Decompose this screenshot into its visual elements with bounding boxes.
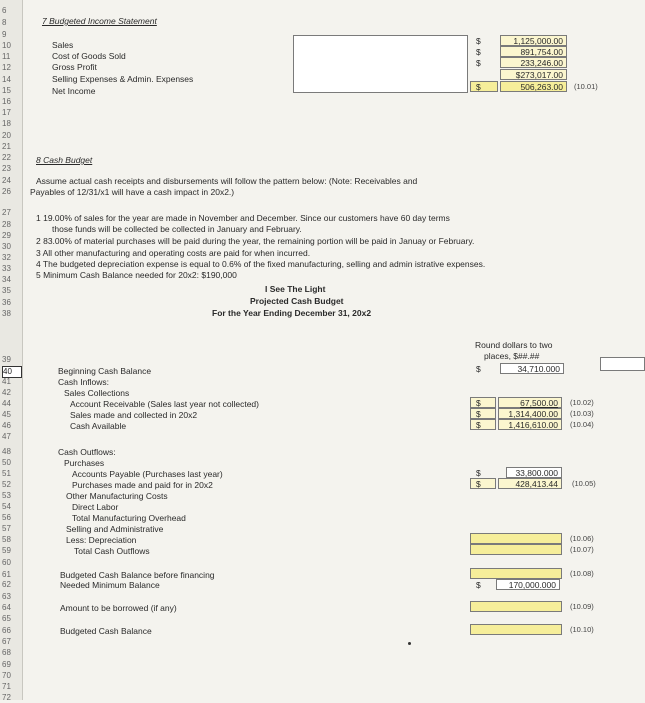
row-number: 24 — [2, 176, 11, 185]
ref-1008: (10.08) — [570, 569, 594, 578]
income-statement-heading: 7 Budgeted Income Statement — [42, 16, 157, 26]
is-label-selling: Selling Expenses & Admin. Expenses — [52, 74, 194, 84]
row-number: 28 — [2, 220, 11, 229]
row-number: 60 — [2, 558, 11, 567]
is-sga-value: $273,017.00 — [515, 70, 563, 80]
ap-label: Accounts Payable (Purchases last year) — [72, 469, 223, 479]
is-label-cogs: Cost of Goods Sold — [52, 51, 126, 61]
ap-dollar: $ — [476, 468, 481, 478]
other-mfg-label: Other Manufacturing Costs — [66, 491, 168, 501]
row-number: 27 — [2, 208, 11, 217]
assume-line-2: Payables of 12/31/x1 will have a cash impact in 20x2.) — [30, 187, 235, 197]
purchases-paid-label: Purchases made and paid for in 20x2 — [72, 480, 213, 490]
ref-1009: (10.09) — [570, 602, 594, 611]
row-number: 62 — [2, 580, 11, 589]
purch-dollar: $ — [476, 479, 481, 489]
is-blank-box — [293, 35, 468, 93]
row-number: 29 — [2, 231, 11, 240]
sga-label: Selling and Administrative — [66, 524, 164, 534]
cash-inflows-label: Cash Inflows: — [58, 377, 110, 387]
depreciation-cell[interactable] — [470, 533, 562, 544]
row-number: 58 — [2, 535, 11, 544]
row-number: 44 — [2, 399, 11, 408]
row-number: 38 — [2, 309, 11, 318]
round-note-1: Round dollars to two — [475, 340, 553, 350]
cash-available-label: Cash Available — [70, 421, 127, 431]
total-moh-label: Total Manufacturing Overhead — [72, 513, 186, 523]
direct-labor-label: Direct Labor — [72, 502, 119, 512]
row-number: 63 — [2, 592, 11, 601]
sales-collected-label: Sales made and collected in 20x2 — [70, 410, 198, 420]
ending-balance-label: Budgeted Cash Balance — [60, 626, 152, 636]
available-dollar: $ — [476, 420, 481, 430]
row-number: 59 — [2, 546, 11, 555]
row-number: 23 — [2, 164, 11, 173]
is-label-net-income: Net Income — [52, 86, 96, 96]
purchases-label: Purchases — [64, 458, 105, 468]
row-number: 14 — [2, 75, 11, 84]
total-outflows-cell[interactable] — [470, 544, 562, 555]
round-note-2: places, $##.## — [484, 351, 540, 361]
is-cogs-value: 891,754.00 — [520, 47, 563, 57]
row-number: 39 — [2, 355, 11, 364]
row-number: 12 — [2, 63, 11, 72]
row-number: 30 — [2, 242, 11, 251]
row-number: 26 — [2, 187, 11, 196]
row-number: 36 — [2, 298, 11, 307]
row-number: 50 — [2, 458, 11, 467]
ar-dollar: $ — [476, 398, 481, 408]
stray-dot — [408, 642, 411, 645]
is-label-gross-profit: Gross Profit — [52, 62, 97, 72]
row-number: 64 — [2, 603, 11, 612]
before-financing-cell[interactable] — [470, 568, 562, 579]
beginning-cash-label: Beginning Cash Balance — [58, 366, 152, 376]
depreciation-label: Less: Depreciation — [66, 535, 137, 545]
row-number: 51 — [2, 469, 11, 478]
cash-outflows-label: Cash Outflows: — [58, 447, 116, 457]
is-dollar-2: $ — [476, 47, 481, 57]
is-dollar-1: $ — [476, 36, 481, 46]
is-dollar-5: $ — [476, 82, 481, 92]
ref-1007: (10.07) — [570, 545, 594, 554]
row-number: 11 — [2, 52, 11, 61]
assumption-item-4: 4 The budgeted depreciation expense is equal to 0.6% of the fixed manufacturing, selling and admin istrative expenses. — [36, 259, 486, 269]
row-number: 32 — [2, 253, 11, 262]
row-number: 48 — [2, 447, 11, 456]
row-number: 47 — [2, 432, 11, 441]
min-balance-label: Needed Minimum Balance — [60, 580, 160, 590]
borrow-cell[interactable] — [470, 601, 562, 612]
row-number: 70 — [2, 671, 11, 680]
assumption-item-5: 5 Minimum Cash Balance needed for 20x2: $190,000 — [36, 270, 237, 280]
ap-value: 33,800.000 — [515, 468, 558, 478]
is-ref: (10.01) — [574, 82, 598, 91]
row-number: 40 — [2, 366, 22, 378]
before-financing-label: Budgeted Cash Balance before financing — [60, 570, 215, 580]
purch-dollar-cell — [470, 478, 496, 489]
row-number: 61 — [2, 570, 11, 579]
min-balance-value: 170,000.000 — [508, 580, 556, 590]
assumption-item-1: 1 19.00% of sales for the year are made in November and December. Since our customers have 60 day terms — [36, 213, 450, 223]
row-number: 22 — [2, 153, 11, 162]
row-number: 16 — [2, 97, 11, 106]
assume-line-1: Assume actual cash receipts and disbursements will follow the pattern below: (Note: Receivables and — [36, 176, 418, 186]
cash-available-value: 1,416,610.00 — [508, 420, 558, 430]
is-label-sales: Sales — [52, 40, 74, 50]
beginning-cash-value: 34,710.000 — [517, 364, 560, 374]
row-number: 52 — [2, 480, 11, 489]
row-number: 42 — [2, 388, 11, 397]
row-number: 17 — [2, 108, 11, 117]
ar-label: Account Receivable (Sales last year not collected) — [70, 399, 259, 409]
row-number: 20 — [2, 131, 11, 140]
is-sales-value: 1,125,000.00 — [513, 36, 563, 46]
ref-1003: (10.03) — [570, 409, 594, 418]
row-number: 8 — [2, 18, 7, 27]
row-number: 21 — [2, 142, 11, 151]
sales-collections-label: Sales Collections — [64, 388, 130, 398]
row-number: 45 — [2, 410, 11, 419]
available-dollar-cell — [470, 419, 496, 430]
ref-1004: (10.04) — [570, 420, 594, 429]
borrow-label: Amount to be borrowed (if any) — [60, 603, 177, 613]
row-number: 57 — [2, 524, 11, 533]
ar-value: 67,500.00 — [520, 398, 558, 408]
cash-budget-heading — [36, 155, 92, 166]
ref-1005: (10.05) — [572, 479, 596, 488]
total-outflows-label: Total Cash Outflows — [74, 546, 150, 556]
is-net-dollar-cell — [470, 81, 498, 92]
sales-collected-value: 1,314,400.00 — [508, 409, 558, 419]
row-number: 54 — [2, 502, 11, 511]
row-number: 35 — [2, 286, 11, 295]
row-number: 69 — [2, 660, 11, 669]
row-number: 9 — [2, 30, 7, 39]
assumption-item-2: 2 83.00% of material purchases will be paid during the year, the remaining portion will be paid in Januay or February. — [36, 236, 475, 246]
row-number: 66 — [2, 626, 11, 635]
budget-period: For the Year Ending December 31, 20x2 — [212, 308, 372, 318]
sales-dollar-cell — [470, 408, 496, 419]
ref-1002: (10.02) — [570, 398, 594, 407]
budget-title: Projected Cash Budget — [250, 296, 344, 306]
row-number: 56 — [2, 513, 11, 522]
sales-dollar: $ — [476, 409, 481, 419]
row-number: 68 — [2, 648, 11, 657]
ref-1010: (10.10) — [570, 625, 594, 634]
row-number: 34 — [2, 275, 11, 284]
is-dollar-3: $ — [476, 58, 481, 68]
row-number: 15 — [2, 86, 11, 95]
row-number: 33 — [2, 264, 11, 273]
side-empty-cell[interactable] — [600, 357, 645, 371]
ref-1006: (10.06) — [570, 534, 594, 543]
row-number: 71 — [2, 682, 11, 691]
beginning-dollar: $ — [476, 364, 481, 374]
row-number: 72 — [2, 693, 11, 702]
ending-balance-cell[interactable] — [470, 624, 562, 635]
row-number: 53 — [2, 491, 11, 500]
purchases-paid-value: 428,413.44 — [515, 479, 558, 489]
row-number: 10 — [2, 41, 11, 50]
row-number: 65 — [2, 614, 11, 623]
row-number: 67 — [2, 637, 11, 646]
cash-budget-heading-text: 8 Cash Budget — [36, 155, 93, 165]
is-net-value: 506,263.00 — [520, 82, 563, 92]
row-number: 18 — [2, 119, 11, 128]
row-number: 46 — [2, 421, 11, 430]
company-name: I See The Light — [265, 284, 326, 294]
ar-dollar-cell — [470, 397, 496, 408]
assumption-item-3: 3 All other manufacturing and operating costs are paid for when incurred. — [36, 248, 311, 258]
assumption-item-1b: those funds will be collected be collected in January and February. — [52, 224, 302, 234]
row-number: 6 — [2, 6, 7, 15]
min-dollar: $ — [476, 580, 481, 590]
is-gp-value: 233,246.00 — [520, 58, 563, 68]
row-number: 41 — [2, 377, 11, 386]
